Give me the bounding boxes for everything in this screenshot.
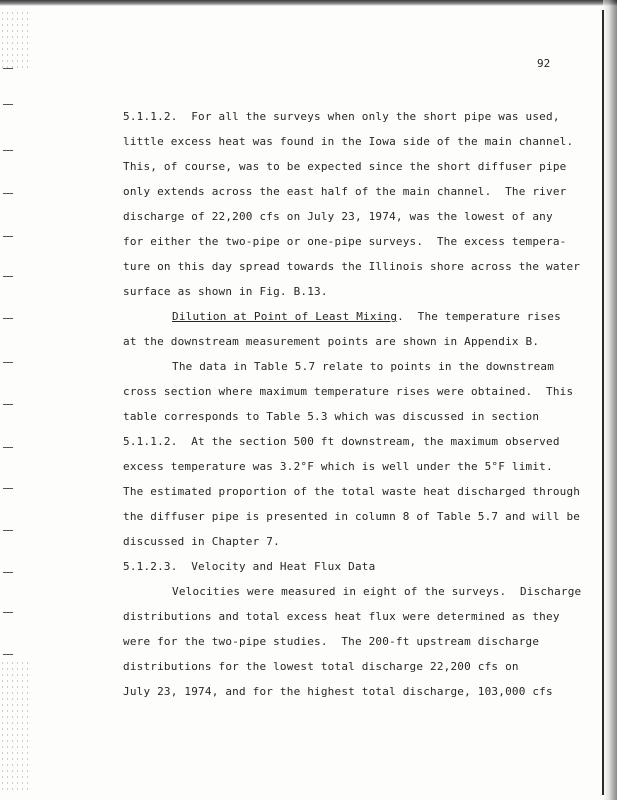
- scan-top-edge: [0, 0, 617, 6]
- margin-mark: [3, 654, 13, 655]
- margin-mark: [3, 104, 13, 105]
- text-line: This, of course, was to be expected since the short diffuser pipe: [123, 160, 567, 173]
- text-line: The data in Table 5.7 relate to points in the downstream: [172, 360, 555, 373]
- margin-mark: [3, 193, 13, 194]
- text-line: only extends across the east half of the main channel. The river: [123, 185, 567, 198]
- margin-mark: [3, 150, 13, 151]
- text-line: at the downstream measurement points are shown in Appendix B.: [123, 335, 540, 348]
- text-line: July 23, 1974, and for the highest total discharge, 103,000 cfs: [123, 685, 553, 698]
- text-line: surface as shown in Fig. B.13.: [123, 285, 328, 298]
- margin-mark: [3, 236, 13, 237]
- dilution-paragraph-first-line: [172, 310, 561, 323]
- text-line: cross section where maximum temperature rises were obtained. This: [123, 385, 574, 398]
- margin-mark: [3, 276, 13, 277]
- text-line: The estimated proportion of the total waste heat discharged through: [123, 485, 581, 498]
- dilution-heading: Dilution at Point of Least Mixing: [172, 310, 398, 323]
- margin-mark: [3, 530, 13, 531]
- text-line: for either the two-pipe or one-pipe surveys. The excess tempera-: [123, 235, 567, 248]
- section-heading: 5.1.2.3. Velocity and Heat Flux Data: [123, 560, 376, 573]
- margin-mark: [3, 362, 13, 363]
- text-line: ture on this day spread towards the Illinois shore across the water: [123, 260, 581, 273]
- page-binding-line: [602, 10, 604, 795]
- text-line: distributions and total excess heat flux were determined as they: [123, 610, 560, 623]
- text-line: discharge of 22,200 cfs on July 23, 1974, was the lowest of any: [123, 210, 553, 223]
- scan-noise: [0, 10, 28, 70]
- text-line: little excess heat was found in the Iowa side of the main channel.: [123, 135, 574, 148]
- margin-mark: [3, 572, 13, 573]
- page-number: 92: [537, 57, 551, 70]
- dilution-heading-rest: . The temperature rises: [397, 310, 561, 323]
- margin-mark: [3, 612, 13, 613]
- scan-right-edge: [603, 0, 617, 800]
- text-line: were for the two-pipe studies. The 200-ft upstream discharge: [123, 635, 540, 648]
- text-line: 5.1.1.2. At the section 500 ft downstream, the maximum observed: [123, 435, 560, 448]
- text-line: discussed in Chapter 7.: [123, 535, 280, 548]
- text-line: the diffuser pipe is presented in column 8 of Table 5.7 and will be: [123, 510, 581, 523]
- text-line: distributions for the lowest total discharge 22,200 cfs on: [123, 660, 519, 673]
- text-line: excess temperature was 3.2°F which is well under the 5°F limit.: [123, 460, 553, 473]
- margin-mark: [3, 488, 13, 489]
- scan-noise: [0, 660, 28, 790]
- margin-mark: [3, 404, 13, 405]
- text-line: Velocities were measured in eight of the surveys. Discharge: [172, 585, 582, 598]
- text-line: table corresponds to Table 5.3 which was discussed in section: [123, 410, 540, 423]
- margin-mark: [3, 447, 13, 448]
- text-line: 5.1.1.2. For all the surveys when only the short pipe was used,: [123, 110, 560, 123]
- margin-mark: [3, 318, 13, 319]
- margin-mark: [3, 68, 13, 69]
